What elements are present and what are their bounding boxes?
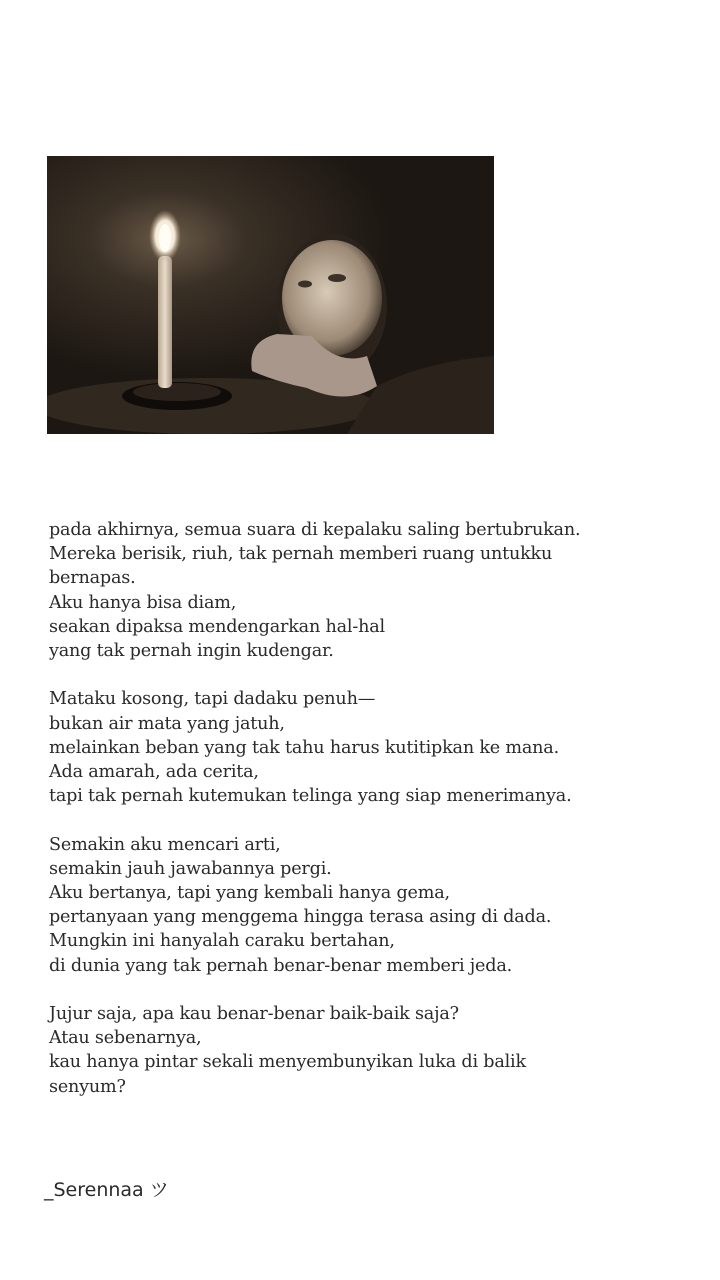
poem-line: bernapas. xyxy=(49,568,136,589)
poem-line: Ada amarah, ada cerita, xyxy=(49,762,259,783)
poem-line: Mungkin ini hanyalah caraku bertahan, xyxy=(49,931,395,952)
poem-line: pada akhirnya, semua suara di kepalaku saling bertubrukan. xyxy=(49,520,581,540)
stanza-3 xyxy=(49,833,689,978)
poem-line: di dunia yang tak pernah benar-benar memberi jeda. xyxy=(49,955,513,976)
poem-line: tapi tak pernah kutemukan telinga yang siap menerimanya. xyxy=(49,786,572,807)
poem-line: pertanyaan yang menggema hingga terasa asing di dada. xyxy=(49,907,552,928)
poem-line: Aku bertanya, tapi yang kembali hanya gema, xyxy=(49,883,450,904)
stanza-1 xyxy=(49,518,689,663)
poem xyxy=(49,518,689,1099)
poem-line: Aku hanya bisa diam, xyxy=(49,592,237,613)
poem-line: Mereka berisik, riuh, tak pernah memberi ruang untukku xyxy=(49,544,553,565)
poem-line: melainkan beban yang tak tahu harus kutitipkan ke mana. xyxy=(49,737,559,758)
stanza-4 xyxy=(49,1002,689,1099)
poem-line: kau hanya pintar sekali menyembunyikan luka di balik xyxy=(49,1052,526,1073)
child-candle-photo xyxy=(47,156,494,434)
poem-line: semakin jauh jawabannya pergi. xyxy=(49,858,332,879)
poem-line: Semakin aku mencari arti, xyxy=(49,834,281,855)
poem-line: senyum? xyxy=(49,1076,126,1097)
poem-line: bukan air mata yang jatuh, xyxy=(49,713,285,734)
poem-line: yang tak pernah ingin kudengar. xyxy=(49,641,334,662)
poem-line: Mataku kosong, tapi dadaku penuh— xyxy=(49,689,376,710)
author-signature: _Serennaa ツ xyxy=(44,1179,169,1201)
poem-line: seakan dipaksa mendengarkan hal-hal xyxy=(49,616,385,637)
poem-line: Atau sebenarnya, xyxy=(49,1028,202,1049)
stanza-2 xyxy=(49,687,689,808)
poem-line: Jujur saja, apa kau benar-benar baik-baik saja? xyxy=(49,1004,459,1025)
